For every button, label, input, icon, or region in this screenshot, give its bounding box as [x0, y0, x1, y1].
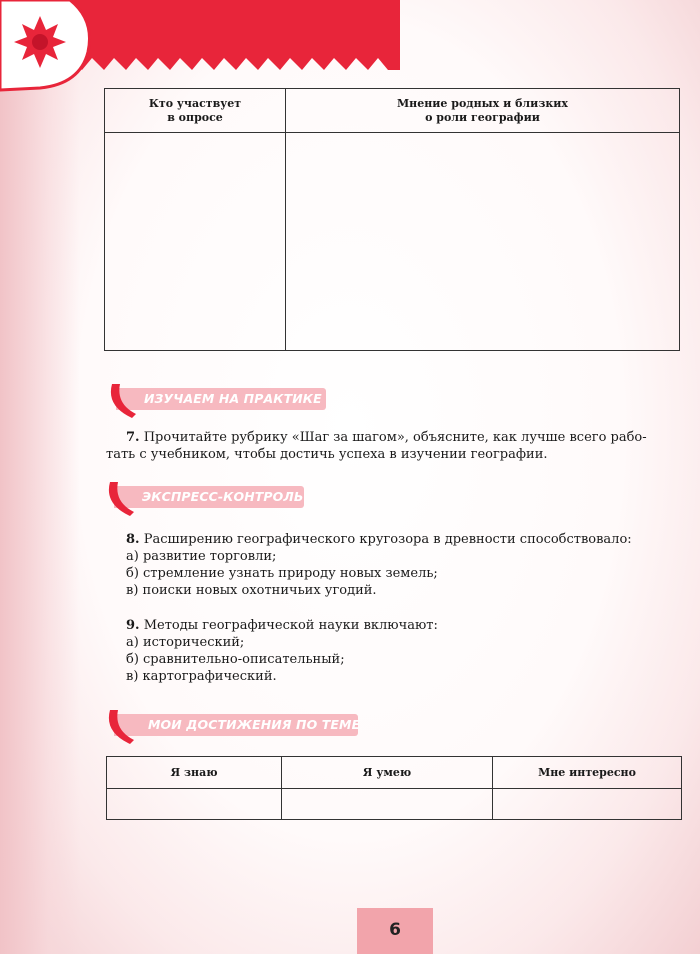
- task-8-number: 8.: [126, 532, 140, 547]
- achievements-table: [106, 756, 682, 820]
- banner-curl-icon: [106, 384, 140, 424]
- section-banner-practice: [106, 384, 326, 410]
- page-number: 6: [389, 920, 401, 940]
- task-8: [126, 531, 632, 599]
- survey-col2-header-line1: Мнение родных и близких: [396, 96, 568, 110]
- achievements-cell-can[interactable]: [282, 789, 493, 820]
- achievements-header-can: Я умею: [282, 757, 493, 789]
- task-8-option-a: а) развитие торговли;: [126, 549, 277, 564]
- survey-col1-header: [105, 89, 286, 133]
- task-8-question: Расширению географического кругозора в древности способствовало:: [143, 532, 632, 547]
- survey-table: [104, 88, 680, 351]
- survey-col2-header-line2: о роли географии: [425, 110, 540, 124]
- left-margin-band: [0, 0, 80, 954]
- section-title-achievements: МОИ ДОСТИЖЕНИЯ ПО ТЕМЕ: [148, 717, 361, 732]
- task-9-option-b: б) сравнительно-описательный;: [126, 652, 345, 667]
- section-title-practice: ИЗУЧАЕМ НА ПРАКТИКЕ: [144, 391, 322, 406]
- survey-cell-opinions[interactable]: [286, 133, 680, 351]
- section-banner-achievements: [104, 710, 361, 736]
- header-decoration: [0, 0, 400, 92]
- zigzag-red-band: [60, 0, 400, 70]
- task-7-number: 7.: [126, 430, 140, 445]
- achievements-cell-interested[interactable]: [493, 789, 682, 820]
- survey-cell-participants[interactable]: [105, 133, 286, 351]
- page-number-box: [357, 908, 433, 954]
- task-9-question: Методы географической науки включают:: [143, 618, 438, 633]
- task-9: [126, 617, 438, 685]
- task-7-line1: Прочитайте рубрику «Шаг за шагом», объясните, как лучше всего рабо-: [143, 430, 647, 445]
- task-9-option-a: а) исторический;: [126, 635, 245, 650]
- section-title-express: ЭКСПРЕСС-КОНТРОЛЬ: [142, 489, 304, 504]
- survey-col2-header: [286, 89, 680, 133]
- banner-curl-icon: [104, 482, 138, 522]
- task-7: [106, 429, 647, 463]
- achievements-header-interested: Мне интересно: [493, 757, 682, 789]
- survey-col1-header-line1: Кто участвует: [148, 96, 242, 110]
- task-9-number: 9.: [126, 618, 140, 633]
- survey-col1-header-line2: в опросе: [167, 110, 223, 124]
- section-banner-express: [104, 482, 304, 508]
- achievements-header-know: Я знаю: [107, 757, 282, 789]
- banner-curl-icon: [104, 710, 138, 750]
- task-9-option-c: в) картографический.: [126, 669, 277, 684]
- task-8-option-b: б) стремление узнать природу новых земель;: [126, 566, 438, 581]
- task-7-line2: тать с учебником, чтобы достичь успеха в изучении географии.: [106, 447, 548, 462]
- achievements-cell-know[interactable]: [107, 789, 282, 820]
- task-8-option-c: в) поиски новых охотничьих угодий.: [126, 583, 377, 598]
